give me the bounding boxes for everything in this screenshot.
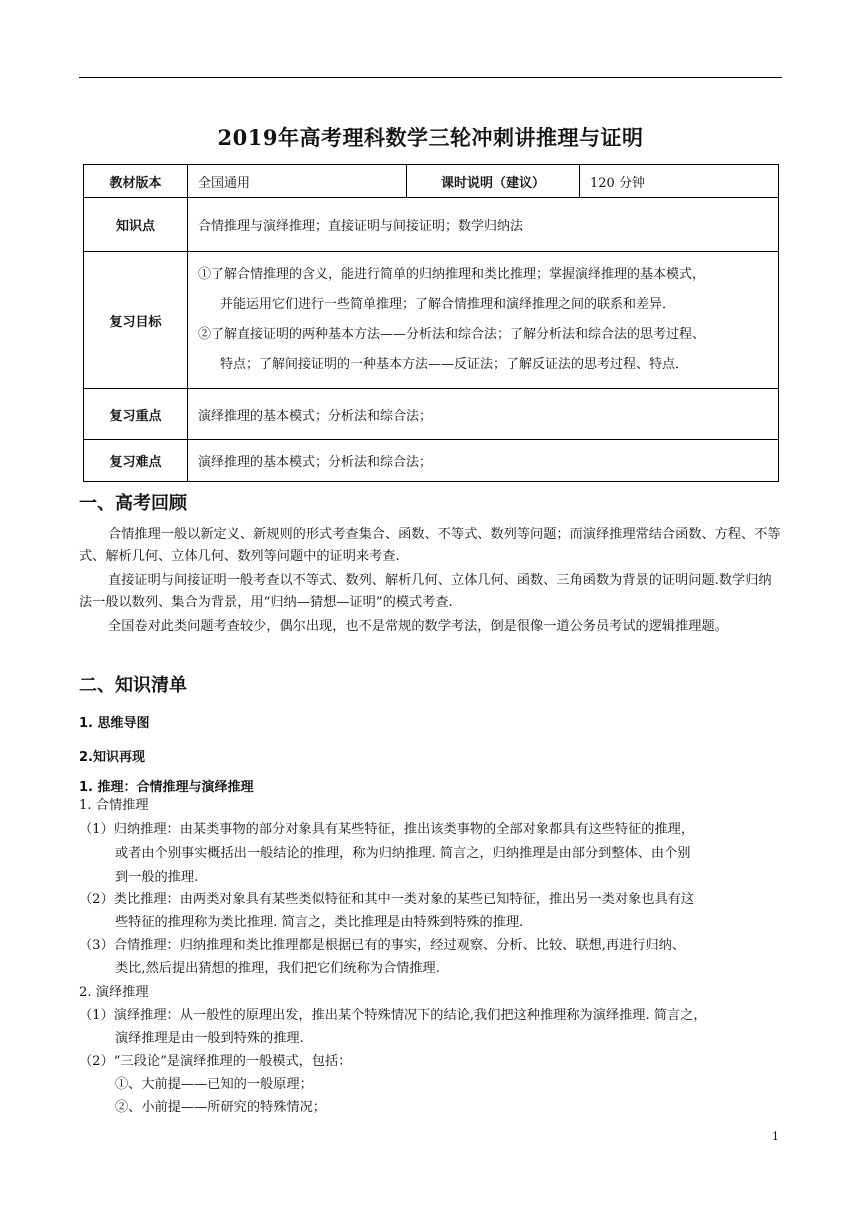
body-line: 或者由个别事实概括出一般结论的推理，称为归纳推理. 简言之，归纳推理是由部分到整体、由个别: [115, 846, 691, 861]
course-info-table: [83, 164, 779, 482]
body-line: （1）归纳推理：由某类事物的部分对象具有某些特征，推出该类事物的全部对象都具有这些特征的推理，: [79, 822, 695, 837]
knowledge-value: 合情推理与演绎推理；直接证明与间接证明；数学归纳法: [188, 198, 779, 252]
knowledge-label: 知识点: [84, 198, 188, 252]
review-paragraph: 全国卷对此类问题考查较少，偶尔出现，也不是常规的数学考法，倒是很像一道公务员考试的逻辑推理题。: [108, 619, 728, 634]
body-line: 些特征的推理称为类比推理. 简言之，类比推理是由特殊到特殊的推理.: [115, 915, 524, 930]
table-row: [84, 252, 779, 389]
review-paragraph: 直接证明与间接证明一般考查以不等式、数列、解析几何、立体几何、函数、三角函数为背景的证明问题.数学归纳法一般以数列、集合为背景，用“归纳—猜想—证明”的模式考查.: [79, 573, 772, 610]
table-row: [84, 198, 779, 252]
body-line: 演绎推理是由一般到特殊的推理.: [115, 1031, 304, 1046]
section-heading-review: 一、高考回顾: [79, 493, 187, 514]
goals-label: 复习目标: [84, 252, 188, 389]
body-line: ②、小前提——所研究的特殊情况；: [115, 1100, 326, 1115]
mind-map-heading: 1. 思维导图: [79, 716, 150, 731]
body-line: （2）类比推理：由两类对象具有某些类似特征和其中一类对象的某些已知特征，推出另一类对象也具有这: [79, 892, 695, 907]
edition-label: 教材版本: [84, 165, 188, 198]
table-row: [84, 389, 779, 440]
review-paragraph: 合情推理一般以新定义、新规则的形式考查集合、函数、不等式、数列等问题；而演绎推理常结合函数、方程、不等式、解析几何、立体几何、数列等问题中的证明来考查.: [79, 527, 781, 564]
goal-line: 并能运用它们进行一些简单推理；了解合情推理和演绎推理之间的联系和差异．: [220, 297, 676, 312]
body-line: 到一般的推理.: [115, 870, 199, 885]
body-line: （2）“三段论”是演绎推理的一般模式，包括：: [79, 1054, 352, 1069]
goal-line: ①了解合情推理的含义，能进行简单的归纳推理和类比推理；掌握演绎推理的基本模式，: [198, 267, 706, 282]
body-line: 1. 合情推理: [79, 798, 149, 813]
focus-label: 复习重点: [84, 389, 188, 440]
goals-value: [188, 252, 779, 389]
document-title: 2019年高考理科数学三轮冲刺讲推理与证明: [217, 125, 644, 150]
recap-heading: 2.知识再现: [79, 750, 145, 765]
page-number: 1: [772, 1130, 779, 1143]
table-row: [84, 165, 779, 198]
body-line: ①、大前提——已知的一般原理；: [115, 1077, 313, 1092]
body-line: 2. 演绎推理: [79, 985, 149, 1000]
topic-heading: 1. 推理：合情推理与演绎推理: [79, 780, 254, 795]
difficulty-value: 演绎推理的基本模式；分析法和综合法；: [188, 440, 779, 482]
difficulty-label: 复习难点: [84, 440, 188, 482]
hours-label: 课时说明（建议）: [407, 165, 580, 198]
hours-value: 120 分钟: [580, 165, 779, 198]
section-heading-knowledge: 二、知识清单: [79, 675, 187, 696]
goal-line: ②了解直接证明的两种基本方法——分析法和综合法；了解分析法和综合法的思考过程、: [198, 327, 706, 342]
focus-value: 演绎推理的基本模式；分析法和综合法；: [188, 389, 779, 440]
goal-line: 特点；了解间接证明的一种基本方法——反证法；了解反证法的思考过程、特点．: [220, 357, 689, 372]
table-row: [84, 440, 779, 482]
edition-value: 全国通用: [188, 165, 407, 198]
header-rule: [79, 77, 782, 78]
body-line: （1）演绎推理：从一般性的原理出发，推出某个特殊情况下的结论,我们把这种推理称为演绎推理. 简言之，: [79, 1008, 707, 1023]
body-line: （3）合情推理：归纳推理和类比推理都是根据已有的事实，经过观察、分析、比较、联想,再进行归纳、: [79, 938, 686, 953]
body-line: 类比,然后提出猜想的推理，我们把它们统称为合情推理.: [115, 961, 440, 976]
